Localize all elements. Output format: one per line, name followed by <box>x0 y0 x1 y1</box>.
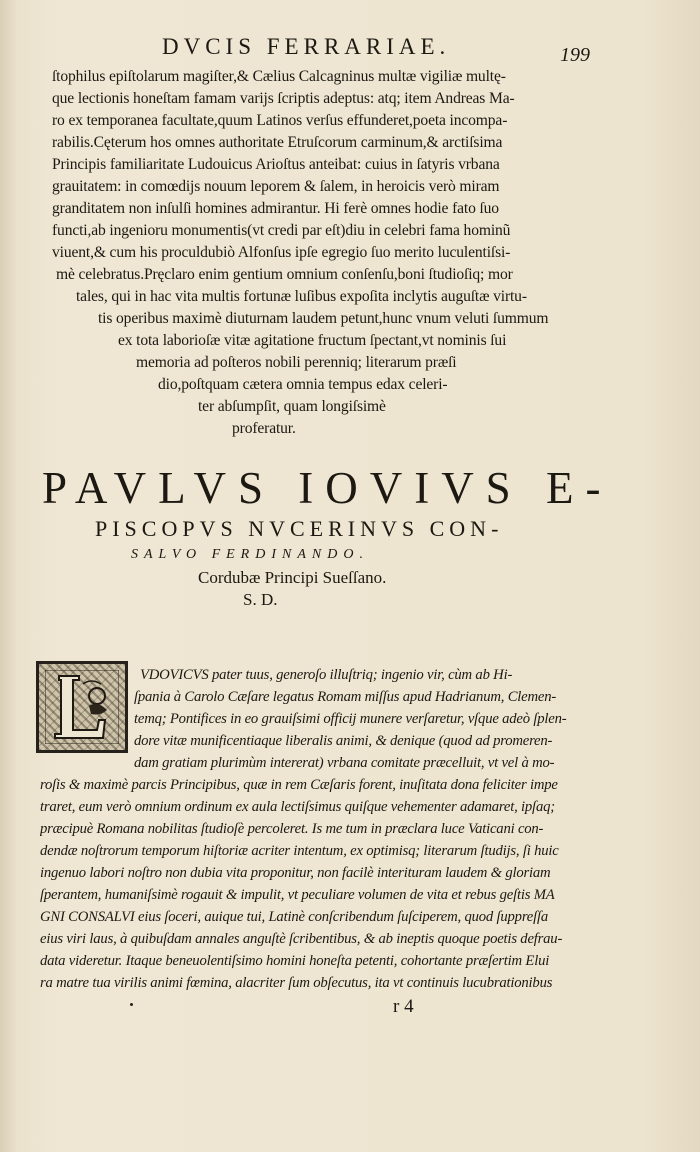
text-line: dio,poſtquam cætera omnia tempus edax celeri- <box>158 376 448 393</box>
text-line: GNI CONSALVI eius ſoceri, auique tui, Latinè conſcribendum ſuſciperem, quod ſuppreſſa <box>40 909 549 925</box>
text-line: proferatur. <box>232 420 296 437</box>
text-line: mè celebratus.Pręclaro enim gentium omnium conſenſu,boni ſtudioſiq; mor <box>56 266 513 283</box>
text-line: ra matre tua virilis animi fœmina, alacriter ſum obſecutus, ita vt continuis lucubrationibus <box>40 975 553 991</box>
text-line: rabilis.Cęterum hos omnes authoritate Etruſcorum carminum,& arctiſsima <box>52 134 503 151</box>
text-line: dam gratiam plurimùm intererat) vrbana comitate præcelluit, vt vel à mo- <box>134 755 555 771</box>
page-number: 199 <box>560 44 590 66</box>
text-line: data videretur. Itaque beneuolentiſsimo homini honeſta petenti, cohortante præſertim Elui <box>40 953 550 969</box>
text-line: que lectionis honeſtam famam varijs ſcriptis adeptus: atq; item Andreas Ma- <box>52 90 515 107</box>
text-line: ro ex temporanea facultate,quum Latinos verſus effunderet,poeta incompa- <box>52 112 508 129</box>
letter-title-line-2: PISCOPVS NVCERINVS CON- <box>95 516 504 541</box>
letter-title-line-1: PAVLVS IOVIVS E- <box>42 463 613 513</box>
text-line: præcipuè Romana nobilitas ſtudioſè percoleret. Is me tum in præclara luce Vaticani con- <box>40 821 544 837</box>
text-line: functi,ab ingenioru monumentis(vt credi par eſt)diu in celebri fama hominũ <box>52 222 511 239</box>
text-line: grauitatem: in comœdijs nouum leporem & ſalem, in heroicis verò miram <box>52 178 500 195</box>
text-line: temq; Pontifices in eo grauiſsimi officij munere verſaretur, vſque adeò ſplen- <box>134 711 567 727</box>
text-line: traret, eum verò omnium ordinum ex aula lectiſsimus quiſque vehementer adamaret, ipſaq; <box>40 799 555 815</box>
running-head: DVCIS FERRARIAE. <box>162 34 451 59</box>
text-line: granditatem non inſulſi homines admirantur. Hi ferè omnes hodie fato ſuo <box>52 200 499 217</box>
letter-title-line-3: SALVO FERDINANDO. <box>131 547 369 562</box>
text-line: memoria ad poſteros nobili perenniq; literarum præſi <box>136 354 457 371</box>
text-line: ſtophilus epiſtolarum magiſter,& Cælius Calcagninus multæ vigiliæ multę- <box>52 68 506 85</box>
signature-mark: r 4 <box>393 996 414 1017</box>
initial-letter-l-icon <box>45 670 119 744</box>
decorated-initial-icon <box>36 661 128 753</box>
text-line: dendæ noſtrorum temporum hiſtoriæ acriter intentum, ex optimisq; literarum ſtudijs, ſi huic <box>40 843 559 859</box>
text-line: viuent,& cum his proculdubiò Alfonſus ipſe egregio ſuo merito luculentiſsi- <box>52 244 511 261</box>
text-line: ex tota laborioſæ vitæ agitatione fructum ſpectant,vt nominis ſui <box>118 332 507 349</box>
text-line: ter abſumpſit, quam longiſsimè <box>198 398 386 415</box>
text-line: ſperantem, humaniſsimè rogauit & impulit, vt peculiare volumen de vita et rebus geſtis MA <box>40 887 555 903</box>
letter-salutation: S. D. <box>243 590 278 609</box>
text-line: VDOVICVS pater tuus, generoſo illuſtriq; ingenio vir, cùm ab Hi- <box>140 667 513 683</box>
text-line: tis operibus maximè diuturnam laudem petunt,hunc vnum veluti ſummum <box>98 310 549 327</box>
text-line: eius viri laus, à quibuſdam annales anguſtè ſcribentibus, & ab ineptis quoque poetis defrau- <box>40 931 563 947</box>
text-line: Principis familiaritate Ludouicus Arioſtus anteibat: cuius in ſatyris vrbana <box>52 156 500 173</box>
text-line: dore vitæ munificentiaque liberalis animi, & denique (quod ad promeren- <box>134 733 553 749</box>
ink-dot <box>130 1003 133 1006</box>
text-line: tales, qui in hac vita multis fortunæ luſibus expoſita inclytis auguſtæ virtu- <box>76 288 527 305</box>
text-line: roſis & maximè parcis Principibus, quæ in rem Cæſaris forent, inuſitata dona feliciter impe <box>40 777 558 793</box>
text-line: ingenuo labori noſtro non dubia vita proponitur, non facilè interituram laudem & gloriam <box>40 865 551 881</box>
text-line: ſpania à Carolo Cæſare legatus Romam miſſus apud Hadrianum, Clemen- <box>134 689 557 705</box>
letter-title-line-4: Cordubæ Principi Sueſſano. <box>198 568 387 587</box>
